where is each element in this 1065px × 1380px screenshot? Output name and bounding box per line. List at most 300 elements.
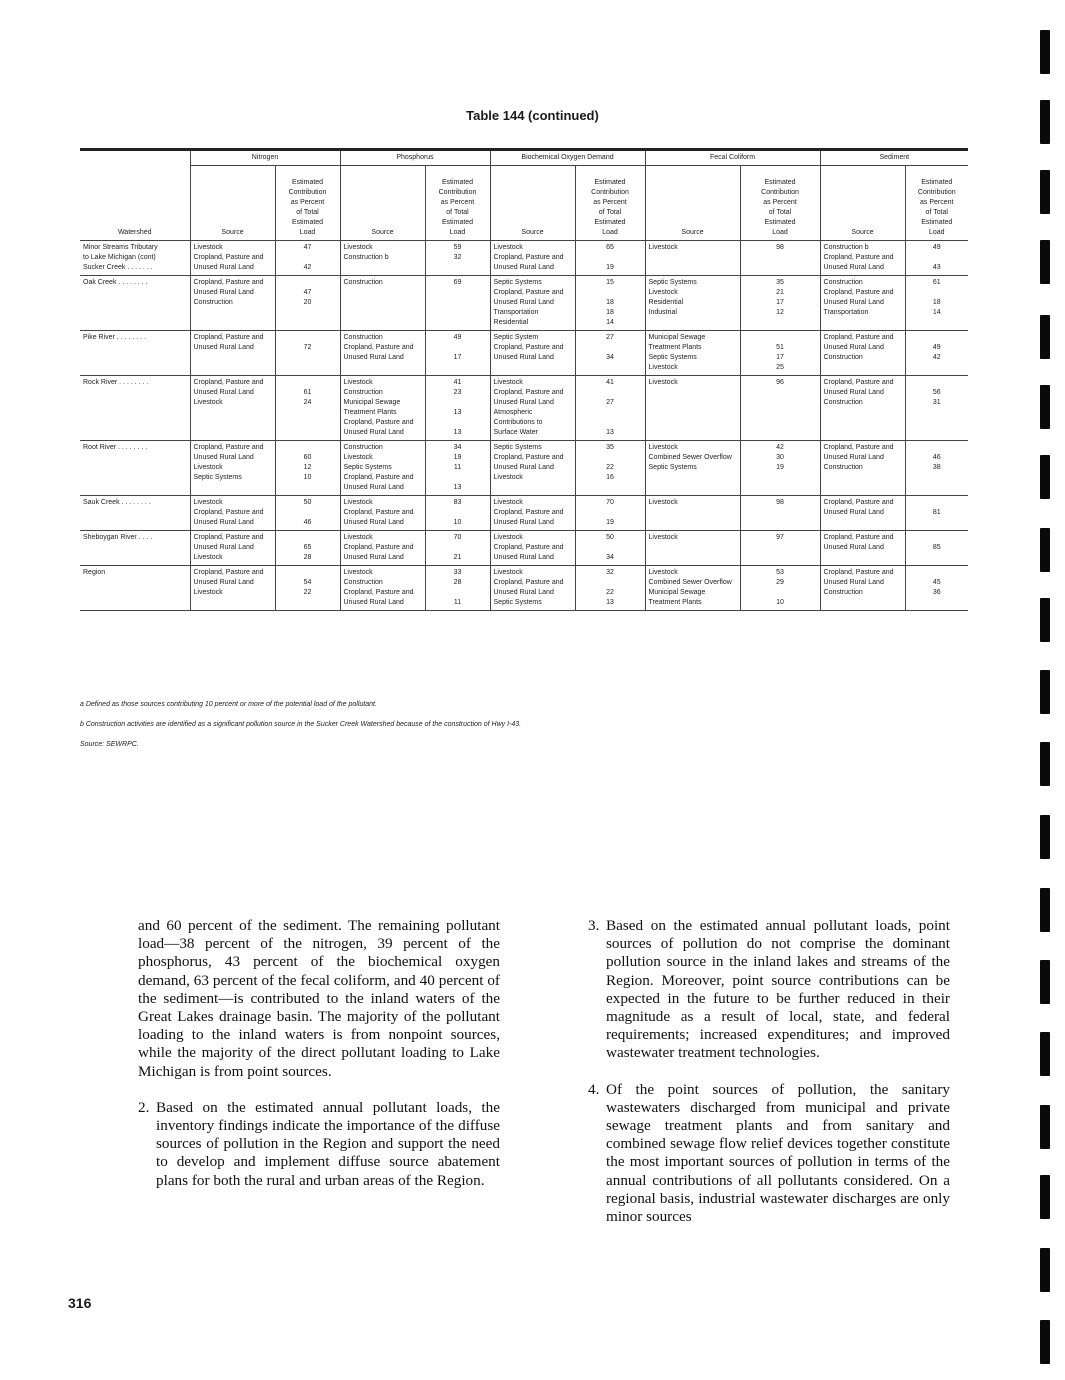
percent-header: Estimated Contribution as Percent of Total Estimated Load (740, 166, 820, 241)
source-line: Cropland, Pasture and (823, 379, 894, 386)
percent-header: Estimated Contribution as Percent of Total Estimated Load (275, 166, 340, 241)
registration-mark (1040, 670, 1050, 714)
watershed-cell: Root River . . . . . . . . (80, 441, 190, 496)
source-cell (490, 331, 575, 376)
registration-mark (1040, 815, 1050, 859)
registration-mark (1040, 385, 1050, 429)
source-line: Livestock (193, 589, 223, 596)
continued-paragraph: and 60 percent of the sediment. The remaining pollutant load—38 percent of the nitrogen, 39 percent of the phosphorus, 43 percent of the biochemical oxygen demand, 63 percent of the fecal coliform, and 40 percent of the sediment—is contributed to the inland waters of the Great Lakes drainage basin. The majority of the pollutant loading to the inland waters is from nonpoint sources, while the majority of the direct pollutant loading to Lake Michigan is from point sources. (138, 917, 500, 1080)
percent-value (579, 253, 642, 263)
percent-value (909, 288, 966, 298)
source-line: Cropland, Pasture and (823, 254, 894, 261)
percent-value (279, 378, 337, 388)
percent-value: 50 (303, 499, 312, 506)
percent-cell (905, 441, 968, 496)
percent-value: 22 (606, 589, 614, 596)
footnote-a: a Defined as those sources contributing 10 percent or more of the potential load of the pollutant. (80, 701, 377, 708)
percent-value: 34 (606, 554, 614, 561)
watershed-cell: Oak Creek . . . . . . . . (80, 276, 190, 331)
percent-value: 21 (776, 289, 784, 296)
percent-value: 10 (776, 599, 784, 606)
source-line: Unused Rural Land (493, 299, 554, 306)
source-cell (490, 496, 575, 531)
percent-value (429, 418, 487, 428)
source-line: Cropland, Pasture and (343, 544, 414, 551)
registration-mark (1040, 742, 1050, 786)
source-line: Livestock (493, 474, 523, 481)
percent-value (909, 443, 966, 453)
source-line: Livestock (493, 569, 523, 576)
source-line: Unused Rural Land (823, 299, 884, 306)
source-line: Cropland, Pasture and (823, 444, 894, 451)
source-header: Source (490, 166, 575, 241)
source-cell (490, 531, 575, 566)
percent-cell (740, 531, 820, 566)
source-cell (340, 376, 425, 441)
percent-value: 42 (776, 444, 784, 451)
source-line: Livestock (493, 244, 523, 251)
percent-value: 27 (606, 399, 614, 406)
source-line: Septic Systems (648, 354, 697, 361)
source-line: Cropland, Pasture and (493, 579, 564, 586)
source-line: Cropland, Pasture and (193, 534, 264, 541)
source-line: Unused Rural Land (343, 554, 404, 561)
percent-value: 13 (606, 599, 614, 606)
source-line: Unused Rural Land (493, 519, 554, 526)
source-line: Unused Rural Land (193, 344, 254, 351)
percent-cell (740, 566, 820, 611)
source-cell (340, 276, 425, 331)
source-line: Unused Rural Land (343, 429, 404, 436)
source-line: Unused Rural Land (343, 354, 404, 361)
source-line: Cropland, Pasture and (493, 544, 564, 551)
percent-value: 36 (932, 589, 941, 596)
source-cell (820, 566, 905, 611)
percent-value: 10 (303, 474, 312, 481)
source-line: Cropland, Pasture and (193, 509, 264, 516)
percent-value: 19 (606, 264, 614, 271)
source-header: Source (820, 166, 905, 241)
table-row (80, 566, 968, 611)
source-line: Livestock (343, 379, 373, 386)
item-text: Based on the estimated annual pollutant loads, the inventory findings indicate the importance of the diffuse sources of pollution in the Region and support the need to develop and implement diffuse source abatement plans for both the rural and urban areas of the Region. (156, 1098, 500, 1189)
percent-value (279, 253, 337, 263)
source-cell (820, 496, 905, 531)
source-line: Cropland, Pasture and (493, 454, 564, 461)
percent-cell (740, 276, 820, 331)
source-line: Cropland, Pasture and (823, 289, 894, 296)
percent-value: 19 (453, 454, 462, 461)
source-line: Residential (648, 299, 684, 306)
source-cell (190, 566, 275, 611)
percent-value: 51 (776, 344, 784, 351)
source-line: Cropland, Pasture and (823, 569, 894, 576)
percent-value: 35 (776, 279, 784, 286)
percent-cell (575, 241, 645, 276)
source-line: Construction (823, 279, 863, 286)
source-line: Cropland, Pasture and (193, 569, 264, 576)
source-line: Livestock (648, 534, 678, 541)
source-cell (820, 531, 905, 566)
source-line: Unused Rural Land (193, 544, 254, 551)
source-line: Livestock (193, 499, 223, 506)
percent-value (429, 473, 487, 483)
percent-value: 17 (453, 354, 462, 361)
percent-value: 65 (606, 244, 614, 251)
source-header: Source (340, 166, 425, 241)
table-footnotes (80, 700, 960, 760)
source-line: Cropland, Pasture and (823, 334, 894, 341)
percent-value: 29 (776, 579, 784, 586)
percent-value: 18 (932, 299, 941, 306)
source-line: Unused Rural Land (493, 589, 554, 596)
percent-cell (275, 531, 340, 566)
left-text-column (138, 917, 500, 1190)
source-cell (190, 331, 275, 376)
source-line: Unused Rural Land (343, 484, 404, 491)
percent-cell (275, 441, 340, 496)
registration-mark (1040, 888, 1050, 932)
source-line: Unused Rural Land (823, 544, 884, 551)
percent-cell (425, 376, 490, 441)
source-line: Unused Rural Land (823, 579, 884, 586)
source-line: Livestock (648, 444, 678, 451)
percent-value (579, 343, 642, 353)
table-row (80, 496, 968, 531)
percent-value: 46 (932, 454, 941, 461)
percent-cell (275, 376, 340, 441)
source-line: Municipal Sewage (648, 589, 706, 596)
percent-value: 83 (453, 499, 462, 506)
source-line: Cropland, Pasture and (343, 344, 414, 351)
source-line: Construction (343, 279, 383, 286)
percent-value: 53 (776, 569, 784, 576)
source-line: Cropland, Pasture and (343, 419, 414, 426)
item-number: 3. (588, 917, 600, 934)
source-cell (190, 496, 275, 531)
percent-value: 19 (606, 519, 614, 526)
source-cell (490, 566, 575, 611)
percent-cell (905, 566, 968, 611)
source-line: Construction (823, 399, 863, 406)
watershed-cell: Rock River . . . . . . . . (80, 376, 190, 441)
source-line: Combined Sewer Overflow (648, 579, 732, 586)
group-header-sediment: Sediment (820, 150, 968, 166)
percent-value (429, 588, 487, 598)
source-line: Unused Rural Land (823, 264, 884, 271)
percent-value: 34 (453, 444, 462, 451)
registration-mark (1040, 528, 1050, 572)
percent-value: 16 (606, 474, 614, 481)
percent-cell (740, 441, 820, 496)
source-line: Septic Systems (493, 599, 542, 606)
item-text: Based on the estimated annual pollutant loads, point sources of pollution do not comprise the dominant pollution source in the inland lakes and streams of the Region. Moreover, point source contributions can be expected in the future to be further reduced in their magnitude as a result of local, state, and federal requirements; increased expenditures; and improved wastewater treatment technologies. (606, 917, 950, 1062)
percent-value: 28 (303, 554, 312, 561)
source-line: Unused Rural Land (193, 289, 254, 296)
percent-value: 72 (303, 344, 312, 351)
percent-value: 13 (453, 409, 462, 416)
table-row (80, 531, 968, 566)
source-line: Cropland, Pasture and (343, 509, 414, 516)
source-line: Livestock (343, 454, 373, 461)
percent-cell (575, 376, 645, 441)
source-line: Septic Systems (493, 279, 542, 286)
source-line: Unused Rural Land (493, 464, 554, 471)
source-cell (820, 241, 905, 276)
percent-value (279, 508, 337, 518)
percent-value (579, 388, 642, 398)
source-line: Construction (823, 464, 863, 471)
percent-value (429, 508, 487, 518)
percent-header: Estimated Contribution as Percent of Total Estimated Load (425, 166, 490, 241)
source-cell (490, 441, 575, 496)
percent-value: 18 (606, 309, 614, 316)
percent-value: 45 (932, 579, 941, 586)
watershed-cell: Pike River . . . . . . . . (80, 331, 190, 376)
percent-cell (905, 376, 968, 441)
source-line: Livestock (493, 379, 523, 386)
source-line: Unused Rural Land (823, 454, 884, 461)
footnote-b: b Construction activities are identified as a significant pollution source in the Sucker Creek Watershed because of the construction of Hwy I-43. (80, 721, 522, 728)
percent-value (429, 398, 487, 408)
percent-value: 85 (932, 544, 941, 551)
table-row (80, 331, 968, 376)
registration-mark (1040, 960, 1050, 1004)
source-line: Treatment Plants (648, 344, 702, 351)
source-line: Livestock (343, 244, 373, 251)
percent-value: 22 (606, 464, 614, 471)
table-row (80, 276, 968, 331)
source-line: Construction (343, 334, 383, 341)
source-line: Cropland, Pasture and (343, 474, 414, 481)
percent-value: 69 (453, 279, 462, 286)
source-cell (340, 331, 425, 376)
source-line: Construction b (823, 244, 869, 251)
percent-value: 97 (776, 534, 784, 541)
source-line: Residential (493, 319, 529, 326)
percent-value: 23 (453, 389, 462, 396)
source-line: Livestock (648, 364, 678, 371)
percent-value: 13 (606, 429, 614, 436)
registration-mark (1040, 240, 1050, 284)
source-line: Cropland, Pasture and (493, 289, 564, 296)
percent-value (279, 443, 337, 453)
percent-cell (575, 496, 645, 531)
percent-value: 49 (932, 244, 941, 251)
percent-value: 42 (303, 264, 312, 271)
percent-value: 56 (932, 389, 941, 396)
watershed-cell: Minor Streams Tributary to Lake Michigan (cont) Sucker Creek . . . . . . . (80, 241, 190, 276)
percent-value (279, 333, 337, 343)
source-line: Livestock (648, 569, 678, 576)
percent-value: 28 (453, 579, 462, 586)
source-cell (490, 241, 575, 276)
finding-item-3 (588, 917, 950, 1063)
source-line: Livestock (493, 499, 523, 506)
percent-value (909, 333, 966, 343)
percent-value: 27 (606, 334, 614, 341)
source-line: Unused Rural Land (823, 344, 884, 351)
source-line: Cropland, Pasture and (193, 334, 264, 341)
source-line: Construction (823, 354, 863, 361)
source-line: Cropland, Pasture and (343, 589, 414, 596)
percent-value: 18 (606, 299, 614, 306)
percent-cell (425, 496, 490, 531)
percent-value: 81 (932, 509, 941, 516)
percent-value (579, 453, 642, 463)
source-header: Source (645, 166, 740, 241)
percent-value: 61 (932, 279, 941, 286)
source-line: Livestock (193, 464, 223, 471)
percent-cell (905, 331, 968, 376)
percent-cell (740, 241, 820, 276)
finding-item-2 (138, 1099, 500, 1190)
registration-mark (1040, 1175, 1050, 1219)
percent-value: 19 (776, 464, 784, 471)
percent-value: 31 (932, 399, 941, 406)
percent-value (909, 498, 966, 508)
source-line: Unused Rural Land (823, 509, 884, 516)
percent-value: 61 (303, 389, 312, 396)
source-line: Municipal Sewage (648, 334, 706, 341)
source-line: Treatment Plants (648, 599, 702, 606)
source-line: Unused Rural Land (193, 264, 254, 271)
percent-value: 98 (776, 244, 784, 251)
source-line: Septic System (493, 334, 539, 341)
percent-value (909, 253, 966, 263)
percent-value: 15 (606, 279, 614, 286)
source-line: Unused Rural Land (193, 519, 254, 526)
source-line: Unused Rural Land (493, 264, 554, 271)
source-line: Construction (343, 389, 383, 396)
source-line: Septic Systems (648, 279, 697, 286)
source-cell (490, 376, 575, 441)
percent-value (279, 533, 337, 543)
source-line: Livestock (648, 379, 678, 386)
source-line: Cropland, Pasture and (823, 499, 894, 506)
percent-value: 17 (776, 299, 784, 306)
percent-cell (575, 276, 645, 331)
percent-value: 32 (453, 254, 462, 261)
source-line: Construction (343, 444, 383, 451)
source-line: Treatment Plants (343, 409, 397, 416)
source-line: Livestock (648, 244, 678, 251)
source-cell (645, 376, 740, 441)
source-line: Construction (823, 589, 863, 596)
registration-mark (1040, 100, 1050, 144)
percent-value: 41 (606, 379, 614, 386)
source-line: Livestock (648, 499, 678, 506)
source-line: Cropland, Pasture and (193, 444, 264, 451)
source-line: Cropland, Pasture and (493, 254, 564, 261)
percent-value: 11 (453, 464, 462, 471)
source-line: Livestock (343, 499, 373, 506)
percent-cell (275, 566, 340, 611)
percent-cell (740, 376, 820, 441)
percent-value (744, 588, 817, 598)
right-text-column (588, 917, 950, 1226)
page-number: 316 (68, 1295, 92, 1311)
percent-value (579, 578, 642, 588)
source-cell (820, 331, 905, 376)
percent-value: 13 (453, 429, 462, 436)
percent-cell (425, 241, 490, 276)
percent-cell (425, 566, 490, 611)
percent-cell (575, 441, 645, 496)
source-line: Livestock (343, 534, 373, 541)
percent-value: 25 (776, 364, 784, 371)
source-line: Cropland, Pasture and (493, 344, 564, 351)
percent-cell (275, 276, 340, 331)
group-header-phosphorus: Phosphorus (340, 150, 490, 166)
percent-value (909, 533, 966, 543)
percent-cell (575, 566, 645, 611)
source-line: Cropland, Pasture and (493, 509, 564, 516)
source-line: Septic Systems (493, 444, 542, 451)
percent-value: 41 (453, 379, 462, 386)
group-header-fecal-coliform: Fecal Coliform (645, 150, 820, 166)
registration-mark (1040, 1320, 1050, 1364)
source-line: Cropland, Pasture and (193, 379, 264, 386)
source-cell (340, 566, 425, 611)
registration-mark (1040, 170, 1050, 214)
source-line: Septic Systems (648, 464, 697, 471)
percent-value (579, 508, 642, 518)
source-line: Septic Systems (193, 474, 242, 481)
watershed-cell: Region (80, 566, 190, 611)
percent-value: 54 (303, 579, 312, 586)
registration-mark (1040, 1105, 1050, 1149)
percent-value (279, 278, 337, 288)
source-note: Source: SEWRPC. (80, 741, 139, 748)
percent-value: 42 (932, 354, 941, 361)
source-line: Unused Rural Land (193, 579, 254, 586)
percent-value: 11 (453, 599, 462, 606)
source-cell (190, 241, 275, 276)
source-line: Transportation (493, 309, 539, 316)
table-row (80, 441, 968, 496)
item-number: 4. (588, 1080, 600, 1098)
source-cell (340, 241, 425, 276)
percent-value: 32 (606, 569, 614, 576)
percent-cell (905, 241, 968, 276)
percent-value (429, 543, 487, 553)
source-line: Combined Sewer Overflow (648, 454, 732, 461)
source-line: Construction (343, 579, 383, 586)
percent-value: 10 (453, 519, 462, 526)
percent-value: 13 (453, 484, 462, 491)
percent-value: 47 (303, 289, 312, 296)
percent-header: Estimated Contribution as Percent of Total Estimated Load (575, 166, 645, 241)
percent-value: 33 (453, 569, 462, 576)
percent-value: 49 (932, 344, 941, 351)
percent-cell (740, 331, 820, 376)
percent-cell (575, 331, 645, 376)
source-line: Surface Water (493, 429, 538, 436)
percent-value: 20 (303, 299, 312, 306)
source-line: Livestock (193, 399, 223, 406)
registration-mark (1040, 598, 1050, 642)
pollution-source-table (80, 148, 968, 611)
source-line: Unused Rural Land (493, 399, 554, 406)
percent-cell (905, 276, 968, 331)
source-line: Atmospheric (493, 409, 533, 416)
percent-value: 21 (453, 554, 462, 561)
source-cell (645, 241, 740, 276)
percent-cell (905, 531, 968, 566)
percent-value: 17 (776, 354, 784, 361)
group-header-nitrogen: Nitrogen (190, 150, 340, 166)
